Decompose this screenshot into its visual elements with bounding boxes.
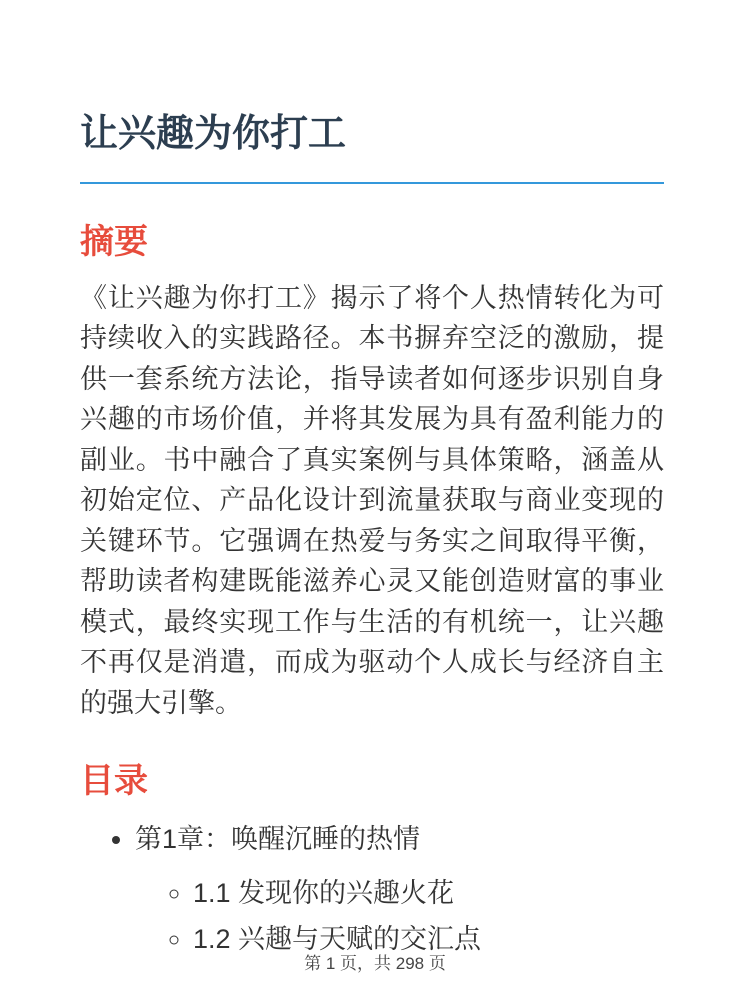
page-title: 让兴趣为你打工 xyxy=(80,113,347,155)
toc-section-item: ◦ 1.2 兴趣与天赋的交汇点 xyxy=(193,919,664,959)
abstract-heading: 摘要 xyxy=(80,222,148,261)
page-number-indicator: 第 1 页，共 298 页 xyxy=(304,954,446,973)
toc-section-list xyxy=(135,873,664,959)
title-divider xyxy=(80,182,664,184)
toc-chapter-item xyxy=(135,819,664,959)
abstract-paragraph: 《让兴趣为你打工》揭示了将个人热情转化为可持续收入的实践路径。本书摒弃空泛的激励，提供一套系统方法论，指导读者如何逐步识别自身兴趣的市场价值，并将其发展为具有盈利能力的副业。书中融合了真实案例与具体策略，涵盖从初始定位、产品化设计到流量获取与商业变现的关键环节。它强调在热爱与务实之间取得平衡，帮助读者构建既能滋养心灵又能创造财富的事业模式，最终实现工作与生活的有机统一，让兴趣不再仅是消遣，而成为驱动个人成长与经济自主的强大引擎。 xyxy=(80,282,664,718)
toc-list xyxy=(80,819,664,959)
toc-heading: 目录 xyxy=(80,762,148,801)
toc-chapter-label: 第1章：唤醒沉睡的热情 xyxy=(135,824,421,855)
toc-section-item: ◦ 1.1 发现你的兴趣火花 xyxy=(193,873,664,913)
